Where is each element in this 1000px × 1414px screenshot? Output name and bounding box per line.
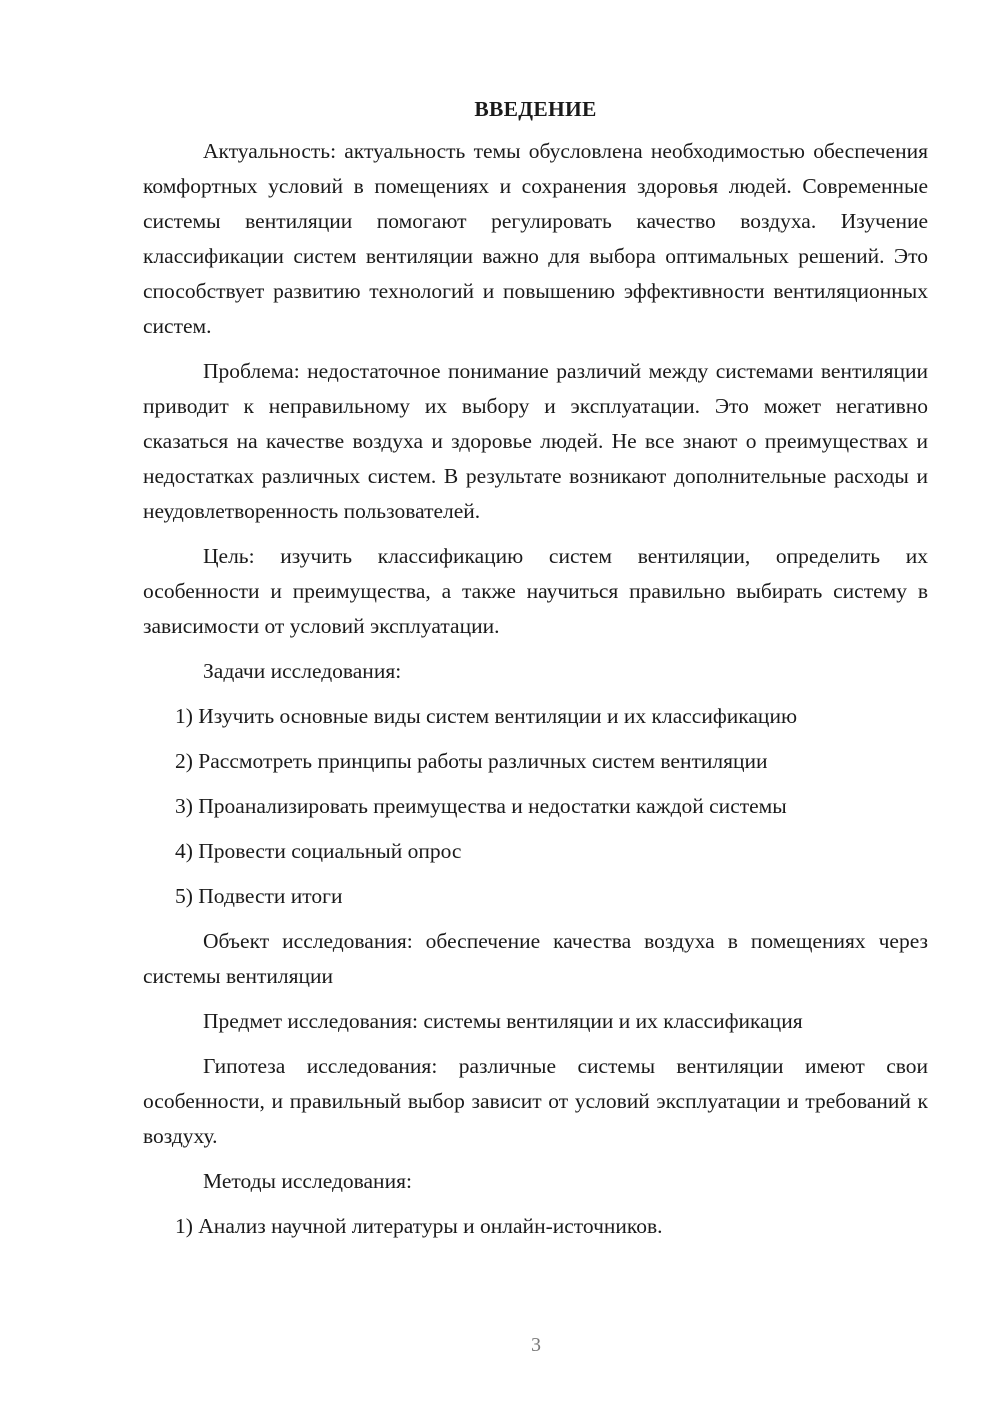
goal-paragraph: Цель: изучить классификацию систем вентиляции, определить их особенности и преимущества, а также научиться правильно выбирать систему в зависимости от условий эксплуатации. <box>143 544 928 638</box>
list-item: 3) Проанализировать преимущества и недостатки каждой системы <box>175 794 787 818</box>
list-item: 1) Анализ научной литературы и онлайн-источников. <box>175 1214 663 1238</box>
list-item: 2) Рассмотреть принципы работы различных систем вентиляции <box>175 749 768 773</box>
relevance-paragraph: Актуальность: актуальность темы обусловлена необходимостью обеспечения комфортных условий в помещениях и сохранения здоровья людей. Современные системы вентиляции помогают регулировать качество воздуха. Изучение классификации систем вентиляции важно для выбора оптимальных решений. Это способствует развитию технологий и повышению эффективности вентиляционных систем. <box>143 139 928 338</box>
tasks-heading: Задачи исследования: <box>203 659 402 683</box>
object-paragraph: Объект исследования: обеспечение качества воздуха в помещениях через системы вентиляции <box>143 929 928 988</box>
subject-paragraph: Предмет исследования: системы вентиляции и их классификация <box>203 1009 803 1033</box>
list-item: 1) Изучить основные виды систем вентиляции и их классификацию <box>175 704 798 728</box>
methods-heading: Методы исследования: <box>203 1169 412 1193</box>
page-number: 3 <box>531 1334 541 1356</box>
page-title: ВВЕДЕНИЕ <box>474 97 597 121</box>
problem-paragraph: Проблема: недостаточное понимание различий между системами вентиляции приводит к неправильному их выбору и эксплуатации. Это может негативно сказаться на качестве воздуха и здоровье людей. Не все знают о преимуществах и недостатках различных систем. В результате возникают дополнительные расходы и неудовлетворенность пользователей. <box>143 359 928 523</box>
methods-list <box>143 1209 928 1244</box>
list-item: 5) Подвести итоги <box>175 884 343 908</box>
tasks-list <box>143 699 928 914</box>
document-page <box>143 92 928 1254</box>
list-item: 4) Провести социальный опрос <box>175 839 462 863</box>
hypothesis-paragraph: Гипотеза исследования: различные системы вентиляции имеют свои особенности, и правильный выбор зависит от условий эксплуатации и требований к воздуху. <box>143 1054 928 1148</box>
